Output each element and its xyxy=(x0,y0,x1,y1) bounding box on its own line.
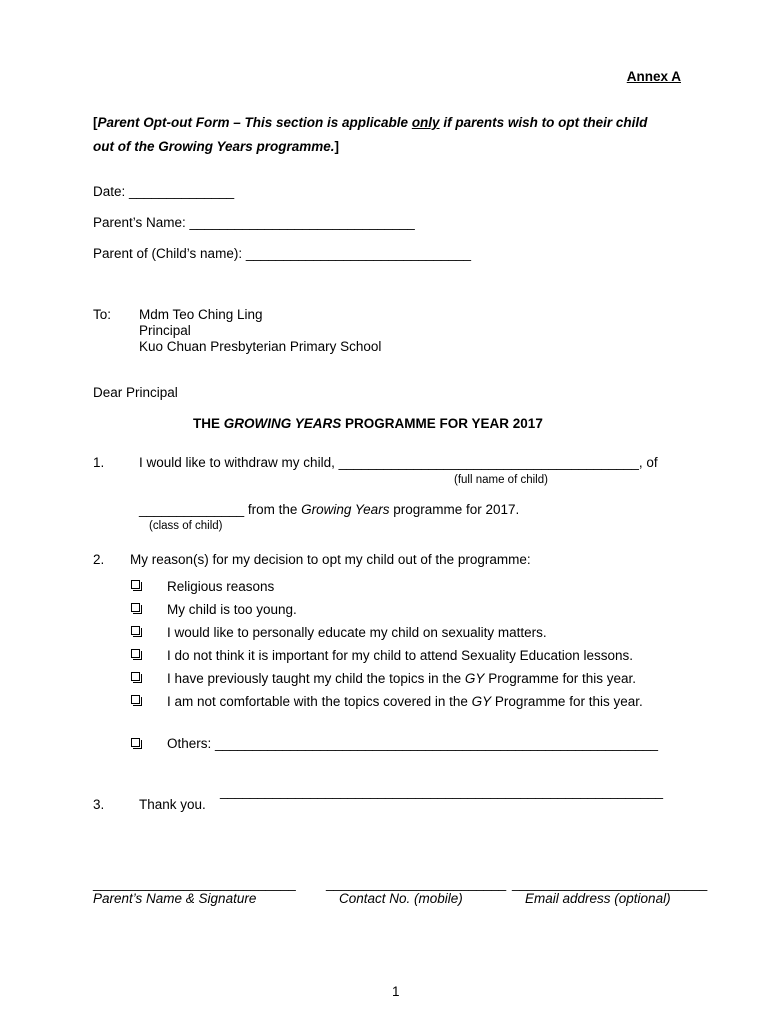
item1-line-2[interactable] xyxy=(139,502,519,518)
checkbox-previously-taught[interactable] xyxy=(131,672,140,681)
page-title xyxy=(193,416,543,432)
annex-label: Annex A xyxy=(626,69,681,84)
signature-label: Parent’s Name & Signature xyxy=(93,891,257,906)
checkbox-personally-educate[interactable] xyxy=(131,626,140,635)
reason-previously-taught xyxy=(167,671,636,687)
title-italic: GROWING YEARS xyxy=(223,416,342,431)
parent-name-field[interactable]: Parent’s Name: ______________________________ xyxy=(93,215,415,230)
item3-number: 3. xyxy=(93,797,105,812)
recipient-name: Mdm Teo Ching Ling xyxy=(139,307,263,322)
intro-text-a: Parent Opt-out Form – This section is applicable xyxy=(97,115,412,130)
reason6-pre: I am not comfortable with the topics covered in the xyxy=(167,694,472,709)
intro-text-c: out of the Growing Years programme. xyxy=(93,139,335,154)
parent-of-field[interactable]: Parent of (Child’s name): ______________________________ xyxy=(93,246,472,261)
title-pre: THE xyxy=(193,416,224,431)
checkbox-not-important[interactable] xyxy=(131,649,140,658)
checkbox-others[interactable] xyxy=(131,738,140,747)
item2-text: My reason(s) for my decision to opt my child out of the programme: xyxy=(130,552,531,567)
reason6-post: Programme for this year. xyxy=(491,694,643,709)
date-field[interactable]: Date: ______________ xyxy=(93,184,235,199)
reason-not-important: I do not think it is important for my child to attend Sexuality Education lessons. xyxy=(167,648,633,663)
intro-text-b: if parents wish to opt their child xyxy=(439,115,648,130)
class-blank: ______________ from the xyxy=(139,502,302,517)
contact-line[interactable]: ________________________ xyxy=(326,876,507,891)
checkbox-not-comfortable[interactable] xyxy=(131,695,140,704)
others-line-2[interactable]: ___________________________________________________________ xyxy=(220,784,663,799)
title-post: PROGRAMME FOR YEAR 2017 xyxy=(341,416,543,431)
checkbox-religious[interactable] xyxy=(131,580,140,589)
recipient-title: Principal xyxy=(139,323,191,338)
thank-you: Thank you. xyxy=(139,797,206,812)
reason-others[interactable]: Others: ___________________________________________________________ xyxy=(167,736,658,751)
page-number: 1 xyxy=(392,984,400,999)
salutation: Dear Principal xyxy=(93,385,178,400)
reason5-gy: GY xyxy=(464,671,485,686)
item1-text[interactable]: I would like to withdraw my child, ________________________________________, of xyxy=(139,455,658,470)
reason-too-young: My child is too young. xyxy=(167,602,297,617)
signature-line[interactable]: ___________________________ xyxy=(93,876,296,891)
intro-bracket-open: [ xyxy=(93,115,98,130)
item2-number: 2. xyxy=(93,552,105,567)
programme-name: Growing Years xyxy=(301,502,390,517)
item1-number: 1. xyxy=(93,455,105,470)
contact-label: Contact No. (mobile) xyxy=(339,891,463,906)
checkbox-too-young[interactable] xyxy=(131,603,140,612)
reason6-gy: GY xyxy=(471,694,492,709)
intro-text-only: only xyxy=(411,115,440,130)
intro-bracket-close: ] xyxy=(334,139,340,154)
intro-line-2 xyxy=(93,139,339,155)
hint-child-name: (full name of child) xyxy=(454,474,548,486)
reason-personally-educate: I would like to personally educate my child on sexuality matters. xyxy=(167,625,547,640)
reason5-post: Programme for this year. xyxy=(484,671,636,686)
intro-line-1 xyxy=(93,115,647,131)
recipient-school: Kuo Chuan Presbyterian Primary School xyxy=(139,339,382,354)
to-label: To: xyxy=(93,307,112,322)
reason-religious: Religious reasons xyxy=(167,579,275,594)
reason5-pre: I have previously taught my child the topics in the xyxy=(167,671,465,686)
email-label: Email address (optional) xyxy=(525,891,671,906)
reason-not-comfortable xyxy=(167,694,643,710)
hint-class: (class of child) xyxy=(149,520,223,532)
item1-line-2-end: programme for 2017. xyxy=(389,502,520,517)
email-line[interactable]: __________________________ xyxy=(512,876,708,891)
